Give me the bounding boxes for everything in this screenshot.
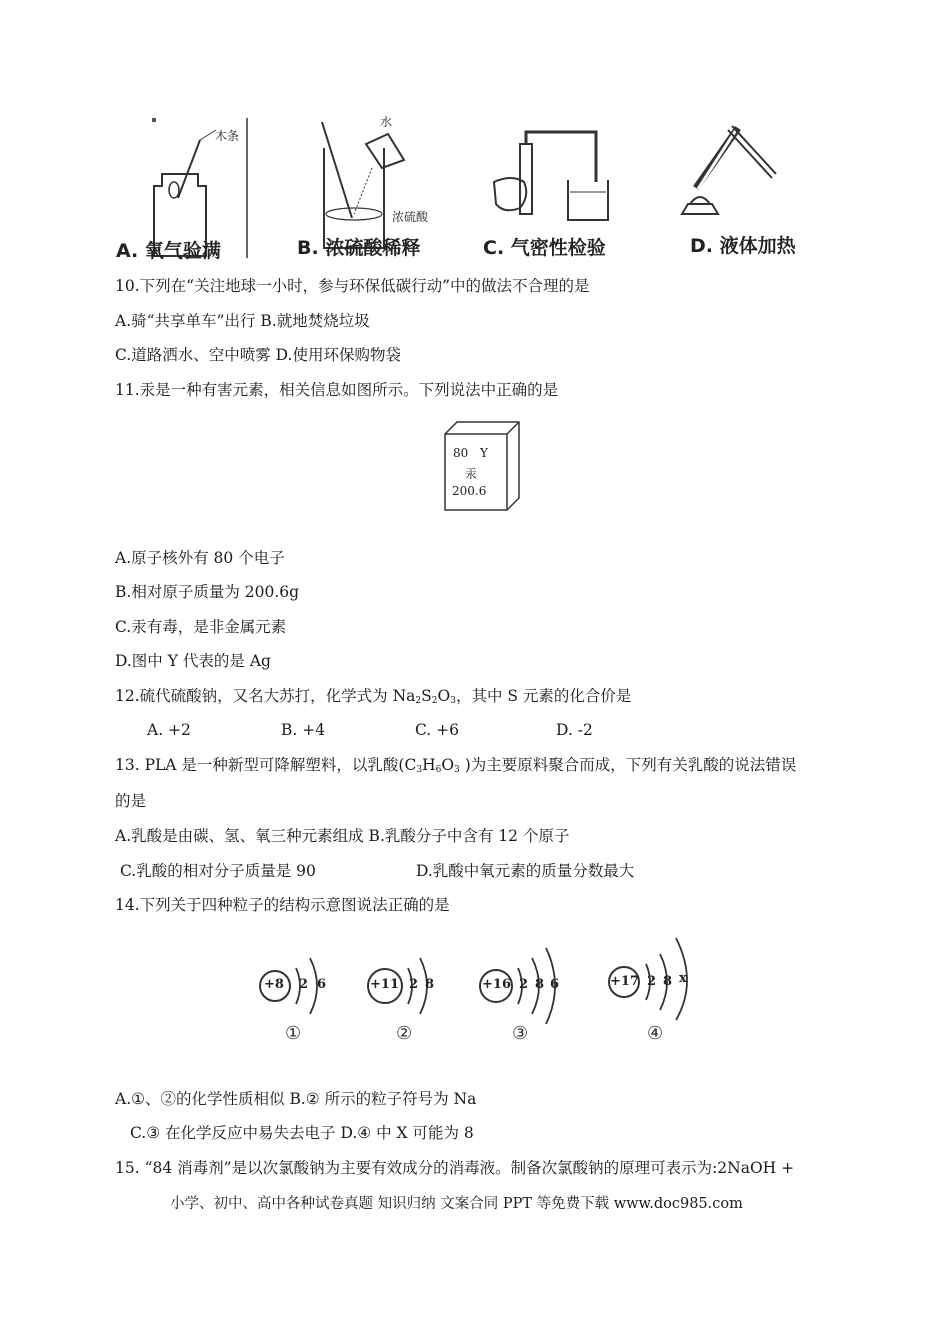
atom-1-shell-2: 6 (317, 977, 327, 992)
page-footer: 小学、初中、高中各种试卷真题 知识归纳 文案合同 PPT 等免费下载 www.doc985.com (170, 1196, 743, 1212)
atom-3-nucleus: +16 (482, 977, 511, 992)
atom-3-label: ③ (512, 1023, 529, 1044)
q11-option-b: B.相对原子质量为 200.6g (115, 583, 300, 601)
liquid-heating-drawing (680, 118, 790, 228)
q11-stem: 11.汞是一种有害元素，相关信息如图所示。下列说法中正确的是 (115, 381, 559, 399)
atom-2-shell-1: 2 (409, 977, 419, 992)
element-symbol: Y (480, 446, 488, 460)
element-name: 汞 (465, 467, 478, 481)
atom-3-shell-2: 8 (535, 977, 545, 992)
q12-option-d: D. -2 (556, 721, 593, 739)
atom-3-shell-3: 6 (550, 977, 560, 992)
acid-label: 浓硫酸 (392, 210, 429, 224)
atom-3-shell-1: 2 (519, 977, 529, 992)
q10-stem: 10.下列在“关注地球一小时，参与环保低碳行动”中的做法不合理的是 (115, 277, 590, 295)
atom-4-shell-2: 8 (663, 974, 673, 989)
q12-stem: 12.硫代硫酸钠，又名大苏打，化学式为 $Na_2S_2O_3$，其中 S 元素的化合价是 (115, 687, 632, 706)
q13-stem-cont: 的是 (115, 792, 147, 810)
acid-dilution-drawing (318, 118, 428, 248)
q13-options-1: A.乳酸是由碳、氢、氧三种元素组成 B.乳酸分子中含有 12 个原子 (115, 827, 570, 845)
caption-c: C. 气密性检验 (483, 237, 606, 259)
q13-option-c: C.乳酸的相对分子质量是 90 (120, 862, 316, 880)
atomic-mass: 200.6 (452, 484, 487, 498)
airtightness-drawing (490, 128, 610, 228)
caption-b: B. 浓硫酸稀释 (297, 237, 421, 259)
atom-2-shell-2: 8 (425, 977, 435, 992)
q12-option-b: B. +4 (281, 721, 326, 739)
q11-option-d: D.图中 Y 代表的是 Ag (115, 652, 271, 670)
q11-option-a: A.原子核外有 80 个电子 (115, 549, 285, 567)
atom-2-label: ② (396, 1023, 413, 1044)
caption-a: A. 氧气验满 (116, 240, 221, 262)
caption-d: D. 液体加热 (690, 235, 796, 257)
q11-option-c: C.汞有毒，是非金属元素 (115, 618, 287, 636)
atom-1-nucleus: +8 (264, 977, 284, 992)
q14-options-1: A.①、②的化学性质相似 B.② 所示的粒子符号为 Na (115, 1090, 477, 1108)
atom-4-nucleus: +17 (610, 974, 639, 989)
atom-4-shell-1: 2 (647, 974, 657, 989)
q13-option-d: D.乳酸中氧元素的质量分数最大 (416, 862, 635, 880)
wood-strip-label: 木条 (215, 129, 240, 143)
atom-4-label: ④ (647, 1023, 664, 1044)
atom-2-nucleus: +11 (370, 977, 399, 992)
q14-options-2: C.③ 在化学反应中易失去电子 D.④ 中 X 可能为 8 (130, 1124, 474, 1142)
atom-1-label: ① (285, 1023, 302, 1044)
q12-option-c: C. +6 (415, 721, 460, 739)
atom-1-shell-1: 2 (299, 977, 309, 992)
q10-options-1: A.骑“共享单车”出行 B.就地焚烧垃圾 (115, 312, 370, 330)
water-label: 水 (380, 115, 393, 129)
q14-stem: 14.下列关于四种粒子的结构示意图说法正确的是 (115, 896, 450, 914)
atomic-number: 80 (453, 446, 469, 460)
atom-4-shell-3: x (679, 971, 687, 986)
q13-stem: 13. PLA 是一种新型可降解塑料，以乳酸($C_3H_6O_3$ )为主要原料聚合而成，下列有关乳酸的说法错误 (115, 756, 797, 775)
q12-option-a: A. +2 (147, 721, 191, 739)
q10-options-2: C.道路洒水、空中喷雾 D.使用环保购物袋 (115, 346, 401, 364)
q15-stem: 15. “84 消毒剂”是以次氯酸钠为主要有效成分的消毒液。制备次氯酸钠的原理可表示为:2NaOH + (115, 1159, 795, 1177)
oxygen-test-drawing (148, 118, 258, 248)
